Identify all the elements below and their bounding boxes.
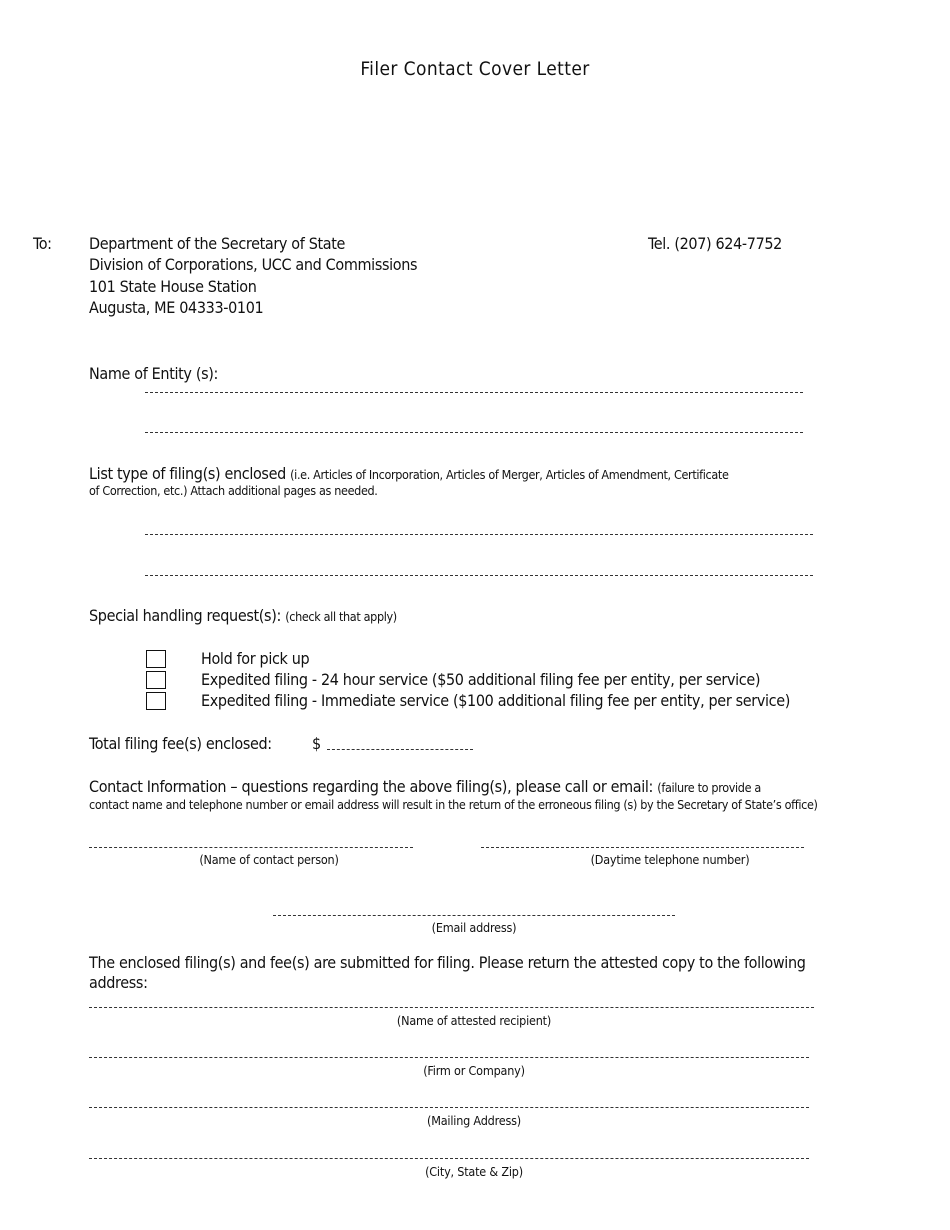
total-fee-label: Total filing fee(s) enclosed: (89, 734, 272, 753)
contact-heading (89, 777, 761, 796)
expedited-immediate-label: Expedited filing - Immediate service ($100 additional filing fee per entity, per service) (201, 691, 790, 710)
filing-type-heading (89, 464, 729, 483)
contact-label: Contact Information – questions regarding the above filing(s), please call or email: (89, 777, 654, 796)
contact-note-cont: contact name and telephone number or email address will result in the return of the erroneous filing (s) by the Secretary of State’s office) (89, 797, 818, 812)
currency-symbol: $ (312, 734, 321, 753)
address-line-2: Division of Corporations, UCC and Commissions (89, 255, 418, 274)
contact-note: (failure to provide a (657, 780, 761, 795)
address-line-4: Augusta, ME 04333-0101 (89, 298, 264, 317)
address-line-3: 101 State House Station (89, 277, 257, 296)
page-title: Filer Contact Cover Letter (360, 58, 590, 80)
special-handling-label: Special handling request(s): (89, 606, 281, 625)
expedited-immediate-checkbox[interactable] (146, 692, 166, 710)
email-caption: (Email address) (431, 920, 517, 935)
filing-type-label: List type of filing(s) enclosed (89, 464, 286, 483)
city-state-zip-caption: (City, State & Zip) (425, 1164, 523, 1179)
city-state-zip-field[interactable] (89, 1158, 809, 1159)
contact-name-caption: (Name of contact person) (199, 852, 339, 867)
expedited-24-hour-label: Expedited filing - 24 hour service ($50 additional filing fee per entity, per service) (201, 670, 761, 689)
to-label: To: (33, 234, 52, 253)
special-handling-note: (check all that apply) (285, 609, 397, 624)
entity-name-field-1[interactable] (145, 392, 803, 393)
address-line-1: Department of the Secretary of State (89, 234, 346, 253)
hold-for-pickup-checkbox[interactable] (146, 650, 166, 668)
mailing-address-field[interactable] (89, 1107, 809, 1108)
filing-type-note: (i.e. Articles of Incorporation, Articles of Merger, Articles of Amendment, Certificate (290, 467, 729, 482)
return-text-line-1: The enclosed filing(s) and fee(s) are submitted for filing. Please return the attested copy to the following (89, 953, 806, 972)
special-handling-heading (89, 606, 397, 625)
total-fee-field[interactable] (327, 749, 473, 750)
mailing-address-caption: (Mailing Address) (427, 1113, 521, 1128)
filing-type-note-cont: of Correction, etc.) Attach additional pages as needed. (89, 483, 378, 498)
daytime-phone-field[interactable] (481, 847, 804, 848)
hold-for-pickup-label: Hold for pick up (201, 649, 310, 668)
recipient-name-field[interactable] (89, 1007, 814, 1008)
telephone-number: Tel. (207) 624-7752 (648, 234, 782, 253)
firm-company-field[interactable] (89, 1057, 809, 1058)
filing-type-field-2[interactable] (145, 575, 813, 576)
firm-company-caption: (Firm or Company) (423, 1063, 525, 1078)
contact-name-field[interactable] (89, 847, 413, 848)
daytime-phone-caption: (Daytime telephone number) (590, 852, 750, 867)
filing-type-field-1[interactable] (145, 534, 813, 535)
entity-name-field-2[interactable] (145, 432, 803, 433)
return-text-line-2: address: (89, 973, 148, 992)
recipient-name-caption: (Name of attested recipient) (396, 1013, 552, 1028)
expedited-24-hour-checkbox[interactable] (146, 671, 166, 689)
entity-label: Name of Entity (s): (89, 364, 218, 383)
email-field[interactable] (273, 915, 675, 916)
